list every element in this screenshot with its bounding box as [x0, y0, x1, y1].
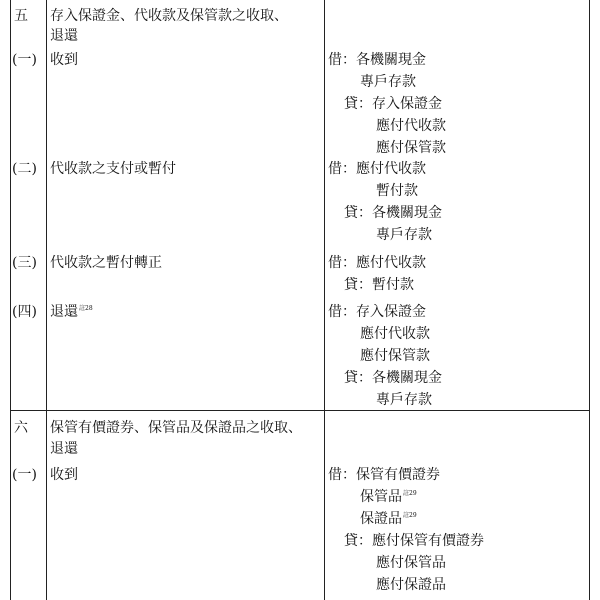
debit-entry: 借：保管有價證券 [328, 467, 440, 483]
debit-entry: 借：各機關現金 [328, 52, 426, 68]
footnote-marker: 註28 [79, 305, 93, 313]
debit-account-text: 保證品 [360, 511, 402, 527]
credit-account: 專戶存款 [376, 392, 432, 408]
item-label: 代收款之暫付轉正 [50, 255, 162, 271]
credit-account: 應付保管品 [376, 555, 446, 571]
column-divider-number [46, 0, 47, 600]
table-border-left [10, 0, 11, 600]
debit-entry: 借：應付代收款 [328, 161, 426, 177]
item-number: (一) [12, 467, 37, 483]
credit-entry: 貸：暫付款 [344, 277, 414, 293]
section-title: 保管有價證券、保管品及保證品之收取、 [50, 420, 302, 436]
item-label: 收到 [50, 52, 78, 68]
debit-account-text: 保管品 [360, 489, 402, 505]
item-label [50, 302, 93, 322]
footnote-marker: 註29 [403, 512, 417, 520]
item-label: 收到 [50, 467, 78, 483]
footnote-marker: 註29 [403, 490, 417, 498]
credit-account: 應付保證品 [376, 577, 446, 593]
item-label: 代收款之支付或暫付 [50, 161, 176, 177]
debit-entry: 借：應付代收款 [328, 255, 426, 271]
credit-entry: 貸：存入保證金 [344, 96, 442, 112]
section-title-continued: 退還 [50, 441, 78, 457]
credit-entry: 貸：各機關現金 [344, 370, 442, 386]
column-divider-entries [324, 0, 325, 600]
credit-entry: 貸：各機關現金 [344, 205, 442, 221]
item-number: (三) [12, 255, 37, 271]
credit-account: 專戶存款 [376, 227, 432, 243]
item-number: (二) [12, 161, 37, 177]
debit-account [360, 509, 417, 529]
section-number: 六 [14, 420, 28, 436]
section-number: 五 [14, 8, 28, 24]
debit-account [360, 487, 417, 507]
credit-account: 應付保管款 [376, 140, 446, 156]
credit-entry: 貸：應付保管有價證券 [344, 533, 484, 549]
debit-account: 應付保管款 [360, 348, 430, 364]
item-number: (一) [12, 52, 37, 68]
item-label-text: 退還 [50, 304, 78, 320]
debit-entry: 借：存入保證金 [328, 304, 426, 320]
section-title-continued: 退還 [50, 28, 78, 44]
section-divider [10, 410, 590, 411]
debit-account: 暫付款 [376, 183, 418, 199]
credit-account: 應付代收款 [376, 118, 446, 134]
debit-account: 應付代收款 [360, 326, 430, 342]
section-title: 存入保證金、代收款及保管款之收取、 [50, 8, 288, 24]
debit-account: 專戶存款 [360, 74, 416, 90]
item-number: (四) [12, 304, 37, 320]
table-border-right [589, 0, 590, 600]
